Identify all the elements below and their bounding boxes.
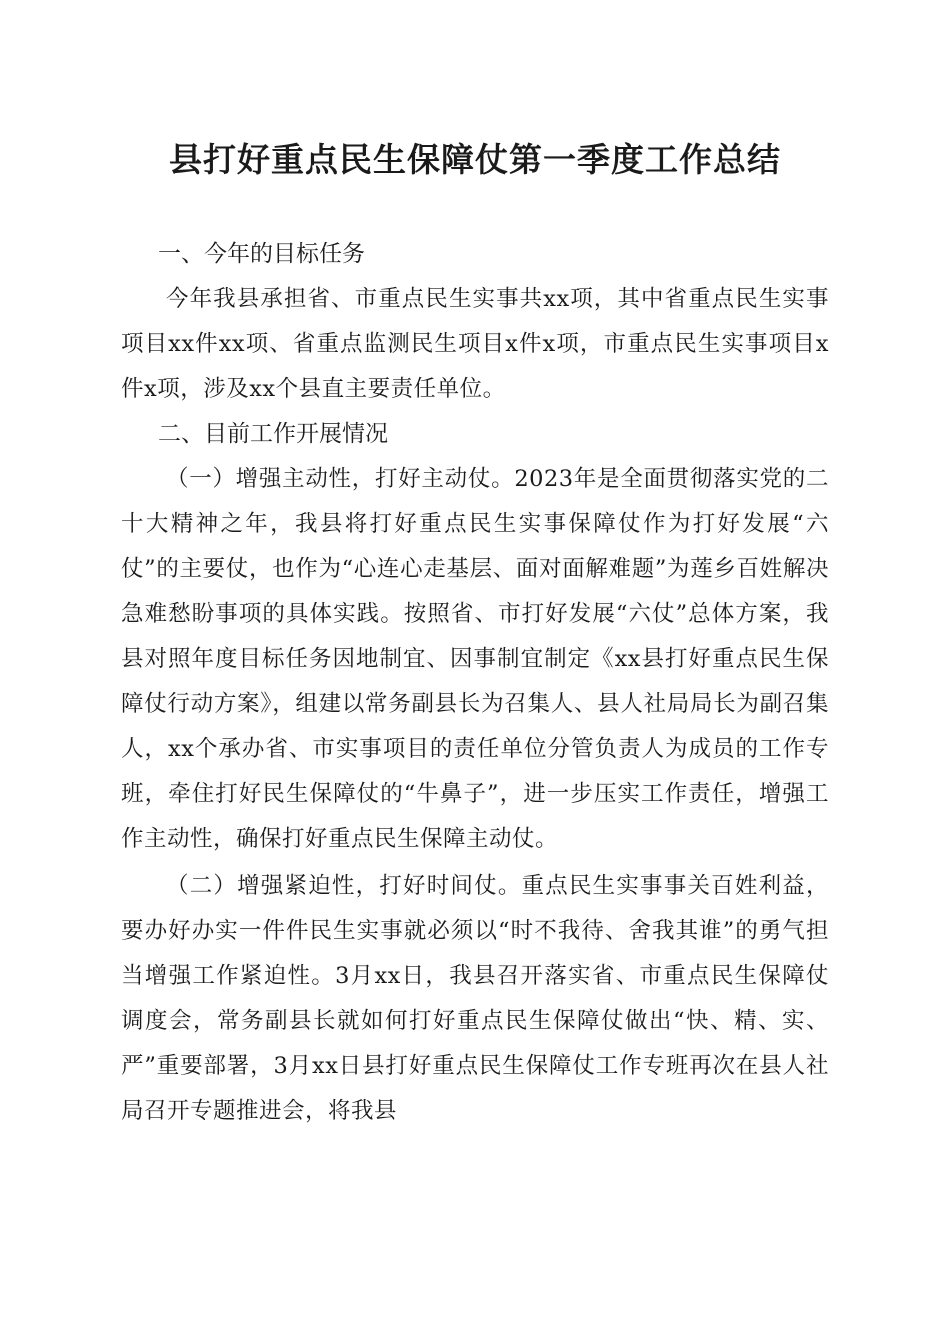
section-2-item-1-lead: （一）增强主动性，打好主动仗。 — [166, 466, 515, 492]
section-1-heading: 一、今年的目标任务 — [158, 241, 365, 267]
section-1-paragraph: 今年我县承担省、市重点民生实事共xx项，其中省重点民生实事项目xx件xx项、省重点监测民生项目x件x项，市重点民生实事项目x件x项，涉及xx个县直主要责任单位。 — [121, 286, 829, 402]
section-2-item-2-lead: （二）增强紧迫性，打好时间仗。 — [166, 873, 522, 899]
document-title: 县打好重点民生保障仗第一季度工作总结 — [169, 140, 781, 179]
document-body — [121, 232, 829, 1134]
section-2-item-2-paragraph — [121, 864, 829, 1134]
section-2-item-2-text: 重点民生实事事关百姓利益，要办好办实一件件民生实事就必须以“时不我待、舍我其谁”的勇气担当增强工作紧迫性。3月xx日，我县召开落实省、市重点民生保障仗调度会，常务副县长就如何打好重点民生保障仗做出“快、精、实、严”重要部署，3月xx日县打好重点民生保障仗工作专班再次在县人社局召开专题推进会，将我县 — [121, 873, 829, 1124]
section-2-heading: 二、目前工作开展情况 — [158, 421, 388, 447]
section-2-item-1-text: 2023年是全面贯彻落实党的二十大精神之年，我县将打好重点民生实事保障仗作为打好发展“六仗”的主要仗，也作为“心连心走基层、面对面解难题”为莲乡百姓解决急难愁盼事项的具体实践。按照省、市打好发展“六仗”总体方案，我县对照年度目标任务因地制宜、因事制宜制定《xx县打好重点民生保障仗行动方案》，组建以常务副县长为召集人、县人社局局长为副召集人，xx个承办省、市实事项目的责任单位分管负责人为成员的工作专班，牵住打好民生保障仗的“牛鼻子”，进一步压实工作责任，增强工作主动性，确保打好重点民生保障主动仗。 — [121, 466, 829, 852]
section-2-item-1-paragraph — [121, 457, 829, 862]
